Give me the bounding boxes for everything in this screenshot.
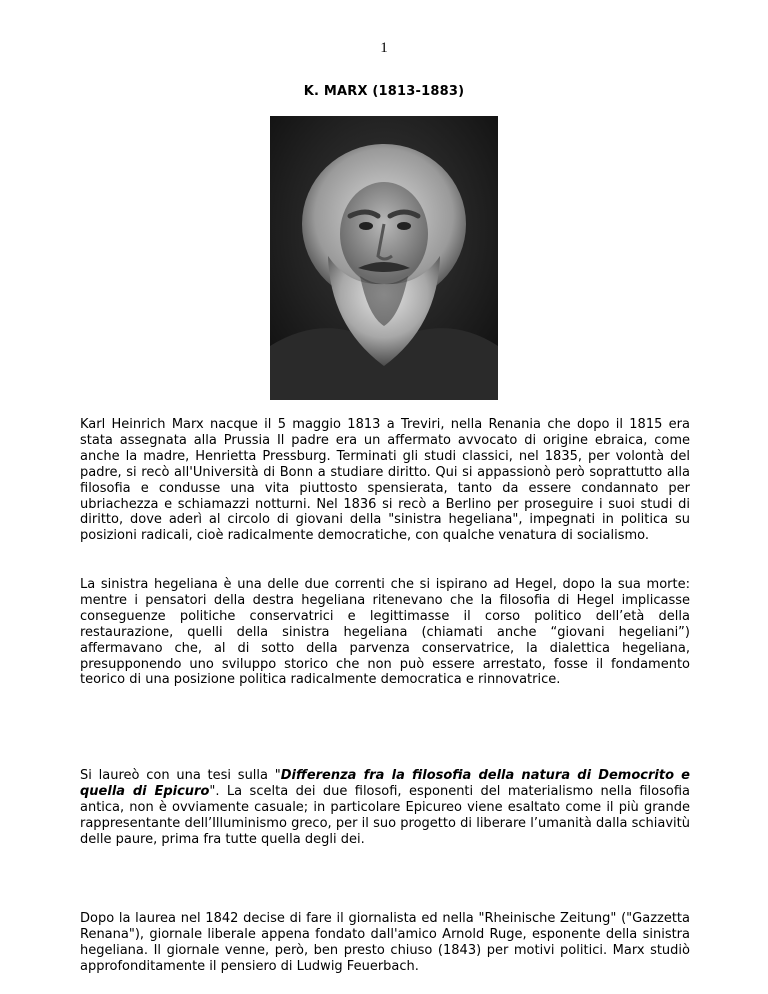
paragraph-hegelian-left: La sinistra hegeliana è una delle due correnti che si ispirano ad Hegel, dopo la sua morte: mentre i pensatori della destra hegeliana ritenevano che la filosofia di Hegel implicasse conseguenze politiche conservatrici e legittimasse il corso politico dell’età della restaurazione, quelli della sinistra hegeliana (chiamati anche “giovani hegeliani”) affermavano che, al di sotto della parvenza conservatrice, la dialettica hegeliana, presupponendo uno sviluppo storico che non può essere arrestato, fosse il fondamento teorico di una posizione politica radicalmente democratica e rinnovatrice.	[80, 577, 690, 688]
paragraph-thesis	[80, 768, 690, 848]
document-title: K. MARX (1813-1883)	[303, 84, 465, 99]
thesis-title: Differenza fra la filosofia della natura di Democrito e quella di Epicuro	[80, 768, 690, 799]
page-number: 1	[380, 40, 388, 56]
paragraph-biography-intro: Karl Heinrich Marx nacque il 5 maggio 1813 a Treviri, nella Renania che dopo il 1815 era stata assegnata alla Prussia Il padre era un affermato avvocato di origine ebraica, come anche la madre, Henrietta Pressburg. Terminati gli studi classici, nel 1835, per volontà del padre, si recò all'Università di Bonn a studiare diritto. Qui si appassionò però soprattutto alla filosofia e condusse una vita piuttosto spensierata, tanto da essere condannato per ubriachezza e schiamazzi notturni. Nel 1836 si recò a Berlino per proseguire i suoi studi di diritto, dove aderì al circolo di giovani della "sinistra hegeliana", impegnati in politica su posizioni radicali, cioè radicalmente democratiche, con qualche venatura di socialismo.	[80, 417, 690, 544]
paragraph-journalism: Dopo la laurea nel 1842 decise di fare il giornalista ed nella "Rheinische Zeitung" ("Gazzetta Renana"), giornale liberale appena fondato dall'amico Arnold Ruge, esponente della sinistra hegeliana. Il giornale venne, però, ben presto chiuso (1843) per motivi politici. Marx studiò approfonditamente il pensiero di Ludwig Feuerbach.	[80, 911, 690, 974]
paragraph-thesis-lead: Si laureò con una tesi sulla "	[80, 768, 281, 783]
portrait-image	[270, 116, 498, 400]
paragraph-thesis-rest: ". La scelta dei due filosofi, esponenti del materialismo nella filosofia antica, non è ovviamente casuale; in particolare Epicureo viene esaltato come il più grande rappresentante dell’Illuminismo greco, per il suo progetto di liberare l’umanità dalla schiavitù delle paure, prima fra tutte quella degli dei.	[80, 783, 690, 847]
portrait-illustration	[270, 116, 498, 400]
